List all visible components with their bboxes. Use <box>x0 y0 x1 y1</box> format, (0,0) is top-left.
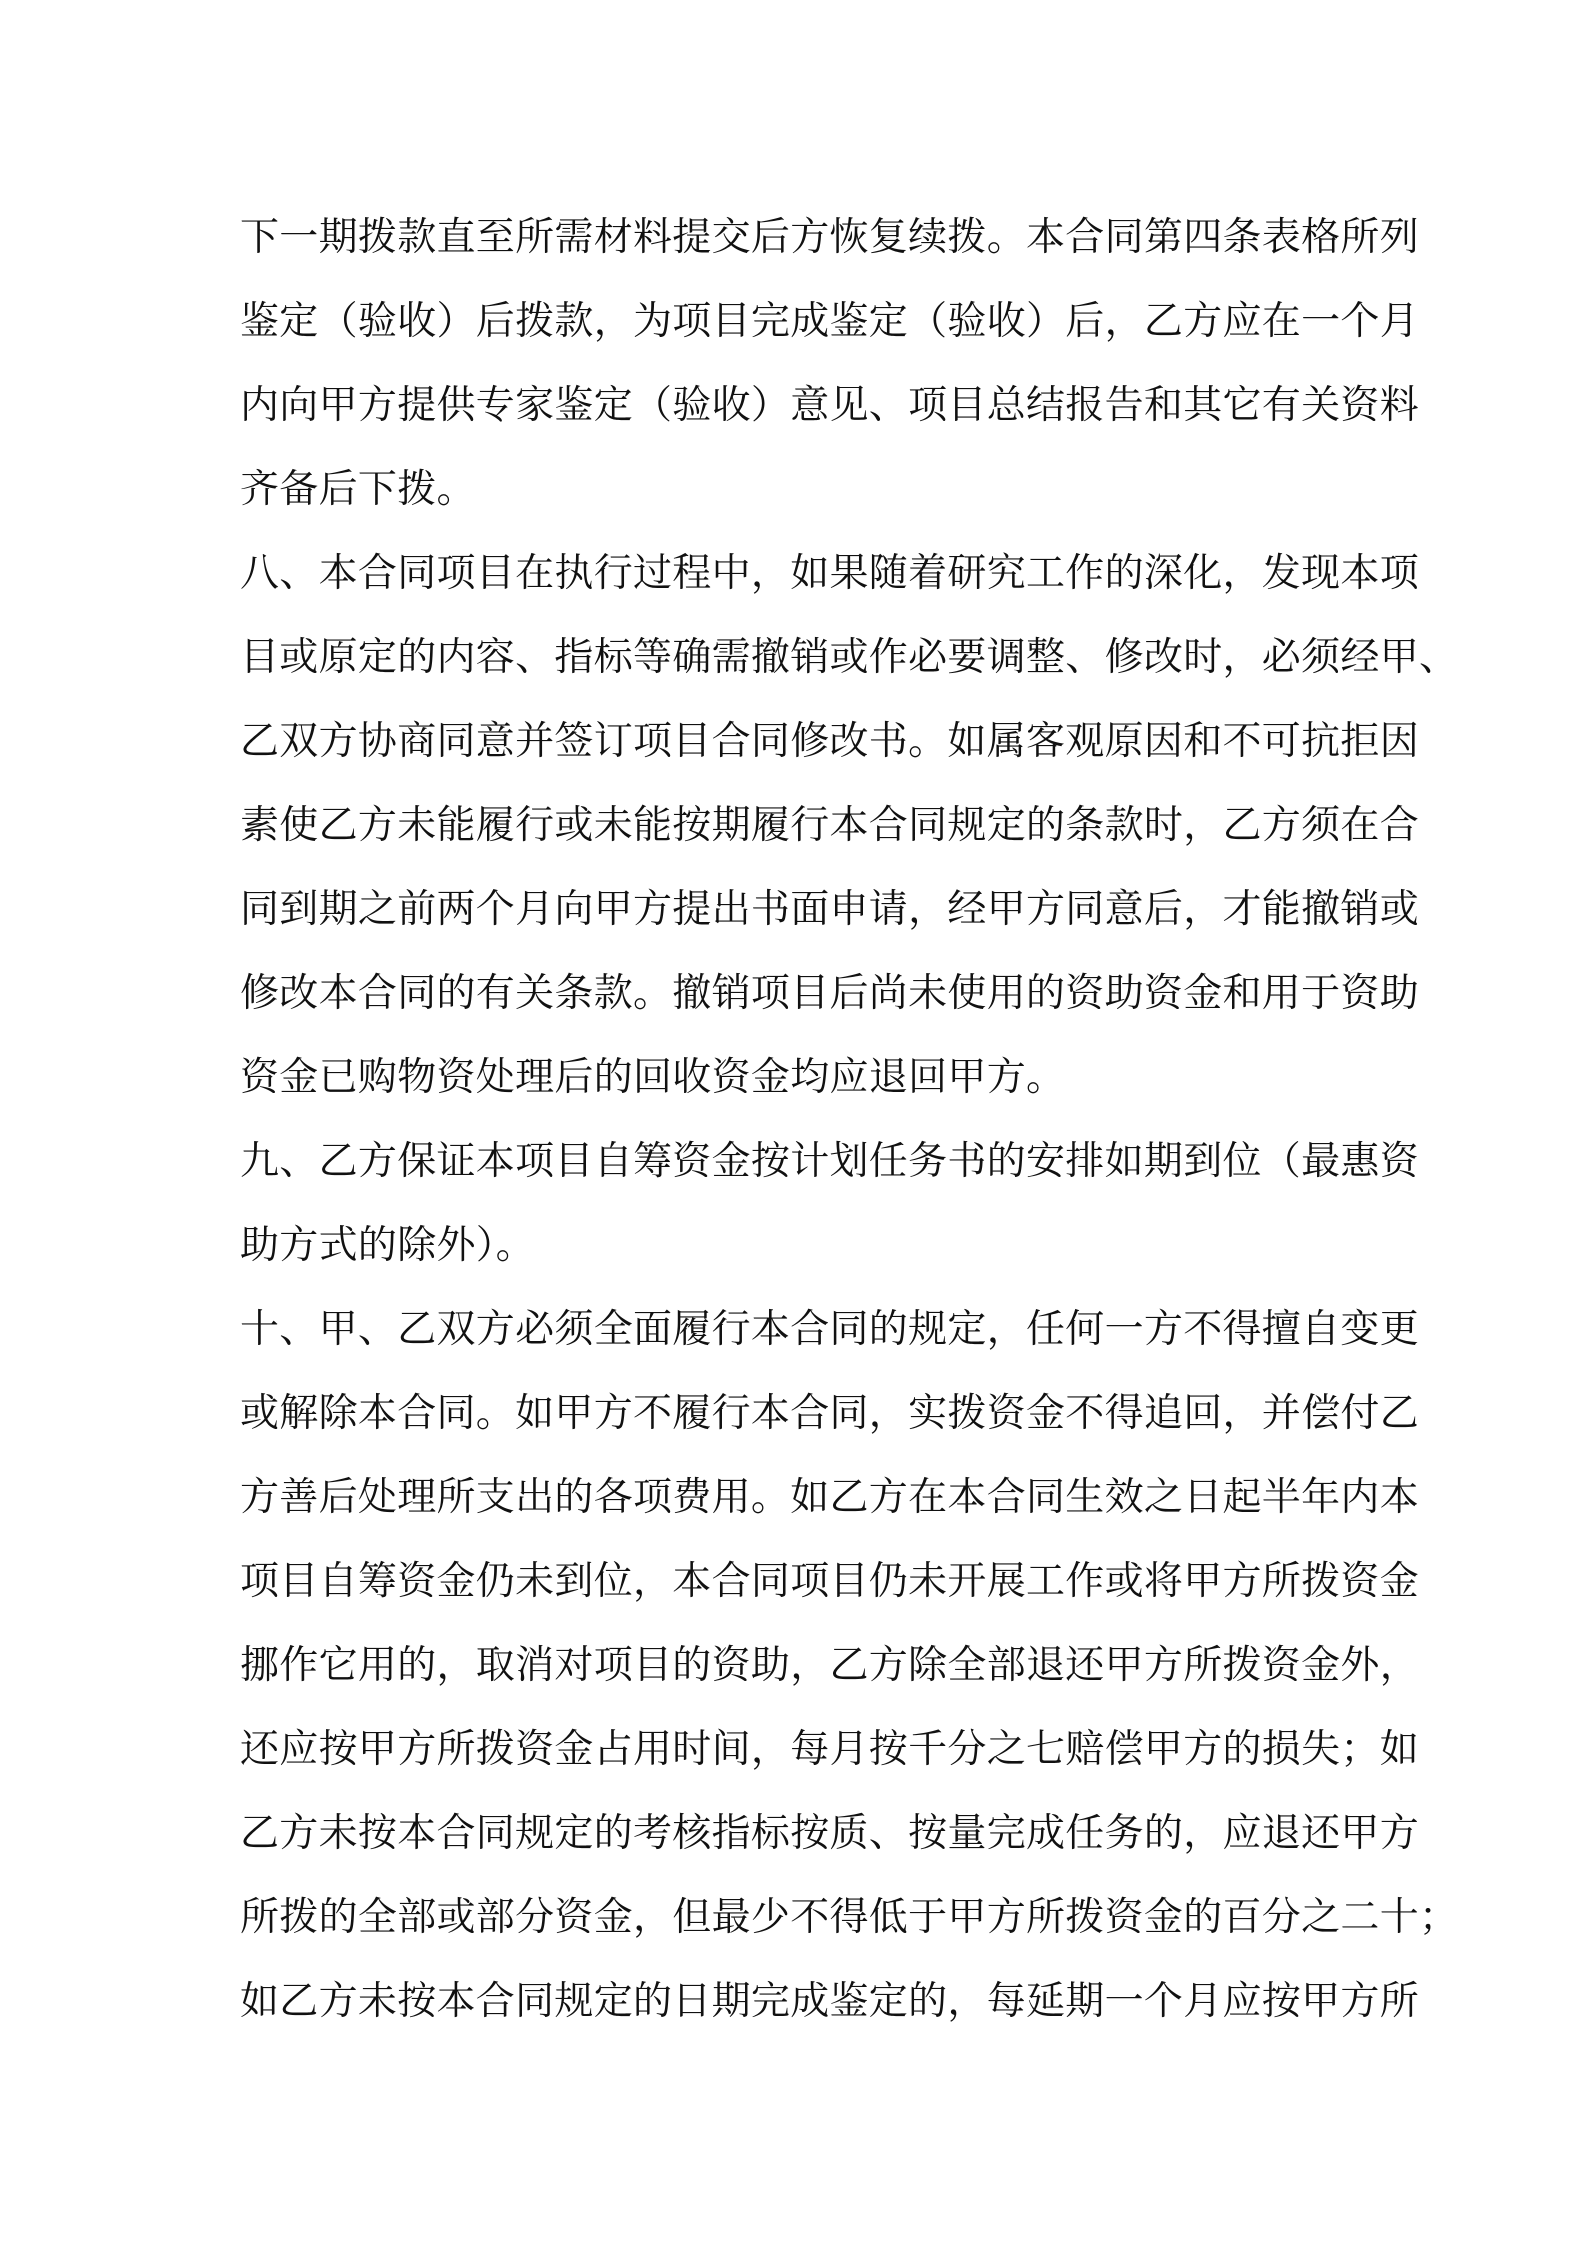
contract-text-body <box>240 196 1459 2044</box>
text-line: 项目自筹资金仍未到位，本合同项目仍未开展工作或将甲方所拨资金 <box>240 1559 1420 1604</box>
text-line: 齐备后下拨。 <box>240 467 476 512</box>
text-line: 乙方未按本合同规定的考核指标按质、按量完成任务的，应退还甲方 <box>240 1811 1420 1856</box>
text-line: 助方式的除外）。 <box>240 1223 535 1268</box>
text-line: 下一期拨款直至所需材料提交后方恢复续拨。本合同第四条表格所列 <box>240 215 1420 260</box>
text-line: 或解除本合同。如甲方不履行本合同，实拨资金不得追回，并偿付乙 <box>240 1391 1420 1436</box>
text-line: 乙双方协商同意并签订项目合同修改书。如属客观原因和不可抗拒因 <box>240 719 1420 764</box>
text-line: 内向甲方提供专家鉴定（验收）意见、项目总结报告和其它有关资料 <box>240 383 1420 428</box>
text-line: 素使乙方未能履行或未能按期履行本合同规定的条款时，乙方须在合 <box>240 803 1420 848</box>
clause-10-line: 十、甲、乙双方必须全面履行本合同的规定，任何一方不得擅自变更 <box>240 1307 1420 1352</box>
text-line: 所拨的全部或部分资金，但最少不得低于甲方所拨资金的百分之二十； <box>240 1895 1459 1940</box>
text-line: 挪作它用的，取消对项目的资助，乙方除全部退还甲方所拨资金外， <box>240 1643 1420 1688</box>
text-line: 鉴定（验收）后拨款，为项目完成鉴定（验收）后，乙方应在一个月 <box>240 299 1420 344</box>
text-line: 还应按甲方所拨资金占用时间，每月按千分之七赔偿甲方的损失；如 <box>240 1727 1420 1772</box>
text-line: 资金已购物资处理后的回收资金均应退回甲方。 <box>240 1055 1066 1100</box>
text-line: 如乙方未按本合同规定的日期完成鉴定的，每延期一个月应按甲方所 <box>240 1979 1420 2024</box>
text-line: 同到期之前两个月向甲方提出书面申请，经甲方同意后，才能撤销或 <box>240 887 1420 932</box>
text-line: 方善后处理所支出的各项费用。如乙方在本合同生效之日起半年内本 <box>240 1475 1420 1520</box>
text-line: 修改本合同的有关条款。撤销项目后尚未使用的资助资金和用于资助 <box>240 971 1420 1016</box>
clause-8-line: 八、本合同项目在执行过程中，如果随着研究工作的深化，发现本项 <box>240 551 1420 596</box>
text-line: 目或原定的内容、指标等确需撤销或作必要调整、修改时，必须经甲、 <box>240 635 1459 680</box>
clause-9-line: 九、乙方保证本项目自筹资金按计划任务书的安排如期到位（最惠资 <box>240 1139 1420 1184</box>
